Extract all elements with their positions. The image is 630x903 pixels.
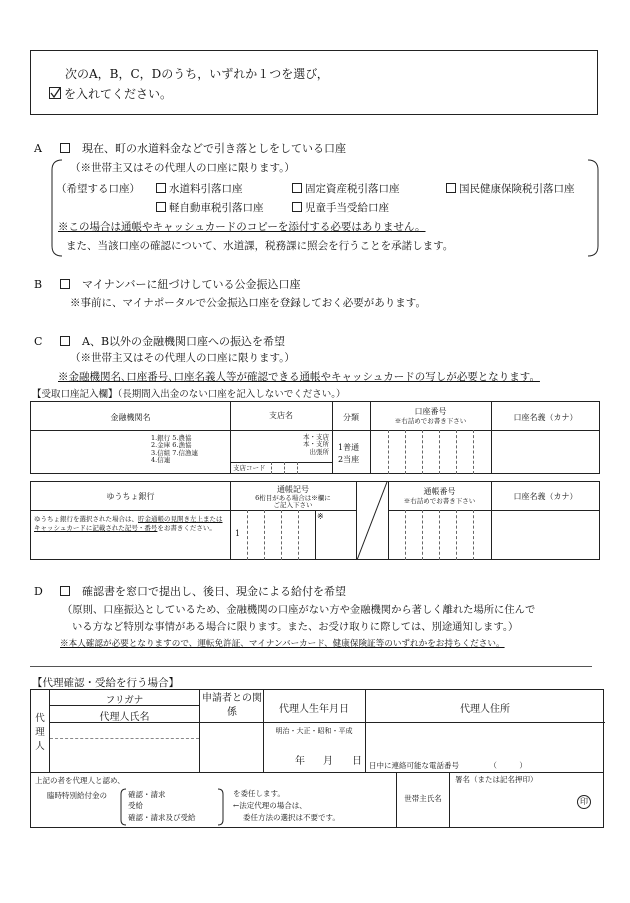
bank-type: 6.漁協: [172, 441, 192, 450]
header-bank-name: 金融機関名: [110, 413, 151, 422]
passbook-symbol-sub-1: 6桁目がある場合は※欄に: [255, 494, 331, 502]
agent-name-label: 代理人氏名: [99, 712, 150, 723]
instruction-box: [30, 50, 598, 115]
star-mark: ※: [317, 512, 324, 521]
option-checkbox[interactable]: [156, 183, 166, 193]
bank-types: [151, 435, 231, 465]
header-account-sub: ※右詰めでお書き下さい: [394, 417, 467, 425]
section-d-heading: [34, 583, 346, 599]
option-checkbox[interactable]: [446, 183, 456, 193]
section-c-warning: ※金融機関名､口座番号､口座名義人等が確認できる通帳やキャッシュカードの写しが必要となります。: [58, 371, 540, 383]
delegation-choices: [128, 789, 196, 823]
branch-code-label: 支店コード: [233, 464, 266, 472]
passbook-symbol-sub-2: ご記入下さい: [273, 501, 313, 510]
option-checkbox[interactable]: [292, 183, 302, 193]
seal-char: 印: [580, 797, 588, 806]
delegate-text2: 臨時特別給付金の: [47, 791, 107, 800]
day-label: 日: [352, 756, 362, 767]
section-a-warning: ※この場合は通帳やキャッシュカードのコピーを添付する必要はありません。: [58, 221, 426, 233]
delegate-text1: 上記の者を代理人と認め、: [35, 776, 125, 785]
agent-table: [30, 689, 604, 773]
choice-bracket-left: [119, 788, 127, 826]
yucho-holder-label: 口座名義（カナ）: [513, 492, 578, 501]
agent-side-label: [31, 712, 49, 753]
class-option: 1普通: [338, 443, 360, 452]
yucho-note-a: ゆうちょ銀行を選択された場合は、: [34, 515, 138, 523]
delegation-box: [30, 772, 604, 828]
instruction-line2-row: [49, 85, 172, 102]
option-kei-car-tax[interactable]: [156, 200, 264, 215]
section-b-letter: B: [34, 278, 43, 291]
branch-type: 本・支所: [303, 440, 329, 449]
section-d-title: 確認書を窓口で提出し、後日、現金による給付を希望: [82, 585, 346, 598]
yucho-note: [34, 515, 228, 533]
section-b-note: ※事前に、マイナポータルで公金振込口座を登録しておく必要があります。: [70, 297, 426, 309]
delegate-text4: ←法定代理の場合は、: [233, 801, 307, 810]
option-label: 固定資産税引落口座: [305, 183, 400, 195]
furigana-label: フリガナ: [105, 695, 144, 706]
passbook-number-sub: ※右詰めでお書き下さい: [403, 497, 476, 505]
yucho-table: [30, 481, 600, 560]
passbook-symbol-label: 通帳記号: [277, 485, 309, 494]
instruction-line1: 次のA，B，C，Dのうち，いずれか１つを選び，: [65, 67, 329, 81]
delegate-text5: 委任方法の選択は不要です。: [243, 813, 340, 822]
section-a-title: 現在、町の水道料金などで引き落としをしている口座: [82, 142, 346, 155]
address-label: 代理人住所: [460, 704, 510, 715]
choice-option[interactable]: 確認・請求: [128, 790, 166, 799]
section-b-heading: [34, 276, 300, 292]
seal-icon: [577, 795, 591, 809]
header-account-number: 口座番号: [414, 407, 447, 416]
householder-label: 世帯主氏名: [404, 794, 442, 803]
class-options: [338, 442, 359, 466]
option-child-allowance[interactable]: [292, 200, 389, 215]
section-d-letter: D: [34, 585, 43, 598]
checkmark-box-icon: [49, 87, 61, 99]
relation-label: 申請者との関係: [202, 693, 262, 718]
branch-type: 本・支店: [303, 433, 329, 441]
separator-line: [30, 666, 592, 667]
option-health-insurance[interactable]: [446, 181, 575, 196]
phone-paren: （ ）: [489, 761, 527, 770]
bank-type: 4.信連: [151, 456, 171, 465]
bank-table: [30, 401, 600, 474]
form-title: 【受取口座記入欄】（長期間入出金のない口座を記入しないでください。）: [32, 389, 346, 400]
section-a-bracket-right: [586, 158, 600, 258]
bank-type: 2.金庫: [151, 441, 171, 450]
section-d-checkbox[interactable]: [60, 586, 70, 596]
section-d-note: ※本人確認が必要となりますので、運転免許証、マイナンバーカード、健康保険証等のいずれかをお持ちください。: [60, 639, 505, 649]
option-checkbox[interactable]: [156, 202, 166, 212]
agent-side-char: 人: [35, 740, 45, 752]
signature-label: 署名（または記名押印）: [455, 775, 538, 784]
yucho-note-b: 貯金通帳の見開き左上またはキャッシュカードに記載された記号・番号: [34, 515, 223, 533]
option-label: 軽自動車税引落口座: [169, 202, 264, 214]
bank-type: 1.銀行: [151, 434, 171, 442]
section-d-body1: （原則、口座振込としているため、金融機関の口座がない方や金融機関から著しく離れた場所に住んで: [62, 604, 536, 616]
section-a-checkbox[interactable]: [60, 143, 70, 153]
choice-bracket-right: [217, 788, 225, 826]
section-b-checkbox[interactable]: [60, 279, 70, 289]
section-c-letter: C: [34, 335, 43, 348]
branch-types: [287, 434, 332, 456]
option-label: 国民健康保険税引落口座: [459, 183, 575, 195]
passbook-first-digit: 1: [235, 529, 241, 538]
passbook-number-label: 通帳番号: [423, 487, 456, 496]
branch-type: 出張所: [309, 447, 329, 456]
year-label: 年: [295, 756, 305, 767]
phone-label: [369, 762, 527, 771]
section-a-wish-label: （希望する口座）: [56, 183, 140, 195]
divider-slash: [356, 482, 388, 560]
instruction-line2: を入れてください。: [64, 87, 173, 101]
option-label: 水道料引落口座: [169, 183, 243, 195]
section-c-title: A、B以外の金融機関口座への振込を希望: [82, 335, 286, 348]
section-a-note: （※世帯主又はその代理人の口座に限ります。）: [70, 162, 295, 174]
choice-option[interactable]: 確認・請求及び受給: [128, 812, 196, 822]
birth-label: 代理人生年月日: [279, 704, 349, 715]
agent-side-char: 理: [35, 726, 45, 738]
agent-heading: 【代理確認・受給を行う場合】: [32, 677, 179, 689]
header-holder: 口座名義（カナ）: [513, 413, 578, 422]
passbook-symbol-sub: [230, 495, 356, 510]
option-checkbox[interactable]: [292, 202, 302, 212]
section-a-consent: また、当該口座の確認について、水道課，税務課に照会を行うことを承諾します。: [66, 240, 454, 252]
section-c-checkbox[interactable]: [60, 336, 70, 346]
era-options: 明治・大正・昭和・平成: [275, 727, 353, 735]
month-label: 月: [323, 756, 333, 767]
option-label: 児童手当受給口座: [305, 202, 389, 214]
agent-side-char: 代: [35, 713, 45, 724]
class-option: 2当座: [338, 455, 360, 464]
option-water[interactable]: [156, 181, 243, 196]
section-c-note: （※世帯主又はその代理人の口座に限ります。）: [70, 352, 295, 364]
section-a-heading: [34, 140, 346, 156]
section-a-bracket-left: [50, 158, 64, 258]
bank-type: 3.信組: [151, 448, 171, 457]
header-branch: 支店名: [269, 411, 293, 420]
option-property-tax[interactable]: [292, 181, 400, 196]
section-a-letter: A: [34, 142, 42, 155]
choice-option[interactable]: 受給: [128, 801, 143, 811]
header-class: 分類: [343, 413, 359, 422]
bank-type: 5.農協: [172, 434, 192, 442]
section-d-body2: いる方など特別な事情がある場合に限ります。また、お受け取りに際しては、別途通知します。）: [72, 621, 519, 633]
bank-type: 7.信漁連: [172, 448, 198, 457]
phone-text: 日中に連絡可能な電話番号: [369, 761, 459, 770]
yucho-label: ゆうちょ銀行: [106, 492, 155, 501]
section-c-heading: [34, 333, 285, 349]
delegate-text3: を委任します。: [233, 789, 285, 798]
section-b-title: マイナンバーに紐づけしている公金振込口座: [82, 278, 301, 291]
yucho-note-c: をお書きください。: [157, 524, 216, 533]
